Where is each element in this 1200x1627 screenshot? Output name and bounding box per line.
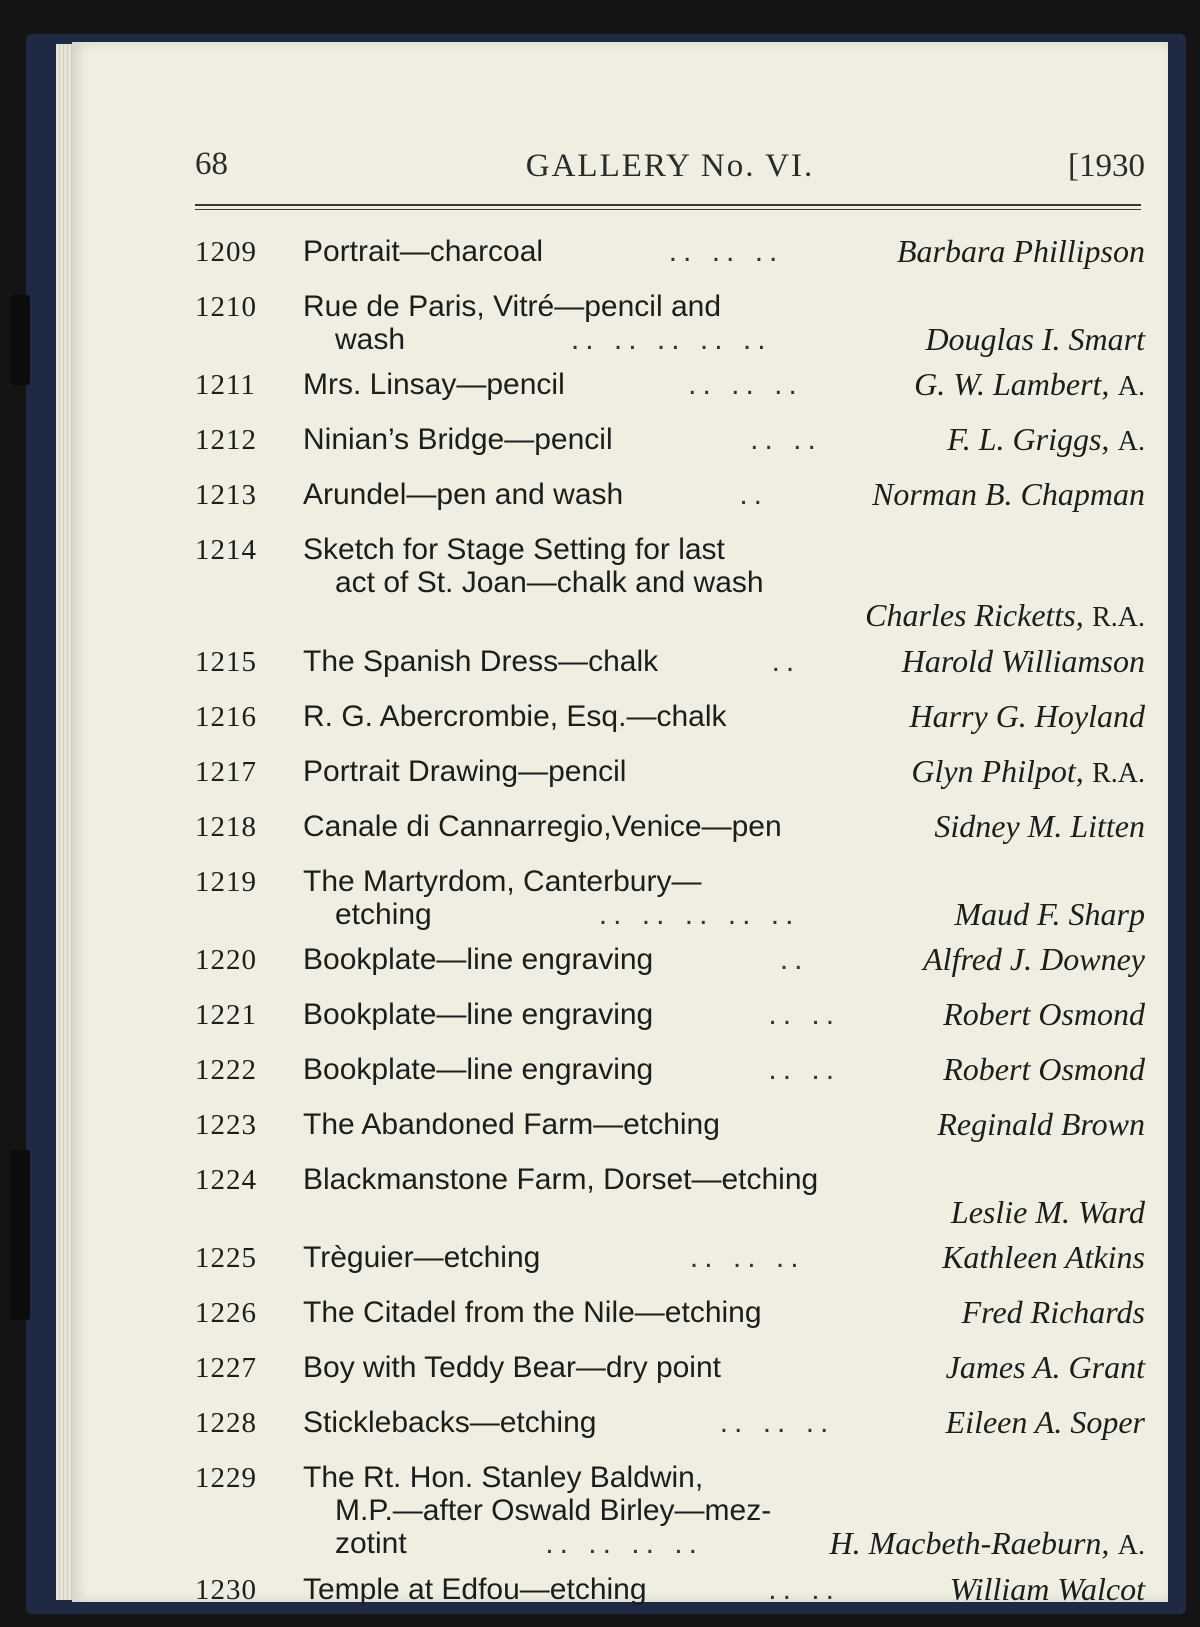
entry-number: 1224 [195, 1164, 257, 1196]
catalogue-entry [195, 695, 1145, 750]
entry-title: Portrait—charcoal [303, 235, 544, 268]
entry-title: Bookplate—line engraving [303, 943, 654, 976]
artist-name: Maud F. Sharp [954, 896, 1145, 932]
header-rule [195, 204, 1141, 206]
leader-dots: .. .. [768, 1573, 840, 1606]
entry-number: 1225 [195, 1242, 257, 1274]
leader-dots: .. .. [768, 1053, 841, 1086]
entry-number: 1209 [195, 236, 257, 268]
entry-number: 1218 [195, 811, 257, 843]
entry-number: 1222 [195, 1054, 257, 1086]
entry-title: Ninian’s Bridge—pencil [303, 423, 613, 456]
entry-number: 1211 [195, 369, 256, 401]
entry-title: etching [335, 898, 432, 931]
artist-name: Kathleen Atkins [942, 1239, 1145, 1275]
entry-number: 1214 [195, 534, 257, 566]
entry-number: 1229 [195, 1462, 257, 1494]
catalogue-entry [195, 1048, 1145, 1103]
catalogue-entry [195, 938, 1145, 993]
leader-dots: .. .. .. [688, 368, 803, 401]
artist-name: G. W. Lambert, [914, 366, 1110, 402]
catalogue-entry [195, 285, 1145, 363]
entry-title: Sketch for Stage Setting for last [303, 533, 725, 566]
entry-number: 1226 [195, 1297, 257, 1329]
entry-title: Portrait Drawing—pencil [303, 755, 627, 788]
catalogue-entries [195, 230, 1145, 1623]
entry-title: Temple at Edfou—etching [303, 1573, 647, 1606]
catalogue-entry [195, 860, 1145, 938]
artist-name: William Walcot [949, 1571, 1145, 1607]
artist-name: Barbara Phillipson [896, 233, 1145, 269]
artist-name: Harold Williamson [901, 643, 1145, 679]
header-rule [195, 209, 1141, 210]
leader-dots: .. .. .. .. .. [598, 898, 800, 931]
entry-number: 1230 [195, 1574, 257, 1606]
entry-number: 1216 [195, 701, 257, 733]
entry-title: Bookplate—line engraving [303, 998, 654, 1031]
catalogue-entry [195, 1103, 1145, 1158]
entry-title: Bookplate—line engraving [303, 1053, 654, 1086]
entry-title: Canale di Cannarregio,Venice—pen [303, 810, 782, 843]
artist-name: H. Macbeth-Raeburn, [829, 1525, 1110, 1561]
artist-name: Eileen A. Soper [945, 1404, 1145, 1440]
artist-name: Reginald Brown [937, 1106, 1145, 1142]
artist-name: F. L. Griggs, [947, 421, 1110, 457]
entry-title: The Citadel from the Nile—etching [303, 1296, 762, 1329]
leader-dots: .. .. .. [689, 1241, 805, 1274]
artist-name: Glyn Philpot, [911, 753, 1084, 789]
leader-dots: .. .. [750, 423, 822, 456]
entry-title: act of St. Joan—chalk and wash [335, 566, 764, 599]
catalogue-entry [195, 1291, 1145, 1346]
entry-title: The Rt. Hon. Stanley Baldwin, [303, 1461, 704, 1494]
artist-honour: R.A. [1092, 758, 1145, 789]
artist-name: James A. Grant [945, 1349, 1145, 1385]
page-number: 68 [195, 146, 228, 182]
entry-title: Arundel—pen and wash [303, 478, 624, 511]
artist-honour: A. [1117, 426, 1145, 457]
artist-name: Leslie M. Ward [950, 1194, 1145, 1230]
year-label: [1930 [1068, 148, 1145, 184]
leader-dots: .. .. .. [719, 1406, 835, 1439]
binding-clip [10, 295, 30, 385]
entry-title: Mrs. Linsay—pencil [303, 368, 565, 401]
entry-title: The Spanish Dress—chalk [303, 645, 659, 678]
artist-honour: R.A. [1092, 602, 1145, 633]
catalogue-entry [195, 363, 1145, 418]
entry-number: 1213 [195, 479, 257, 511]
artist-honour: A. [1117, 1530, 1145, 1561]
catalogue-entry [195, 993, 1145, 1048]
catalogue-entry [195, 640, 1145, 695]
artist-name: Harry G. Hoyland [909, 698, 1145, 734]
leader-dots: .. [771, 645, 801, 678]
entry-title: Blackmanstone Farm, Dorset—etching [303, 1163, 819, 1196]
artist-name: Douglas I. Smart [925, 321, 1145, 357]
catalogue-entry [195, 1346, 1145, 1401]
entry-number: 1227 [195, 1352, 257, 1384]
artist-name: Sidney M. Litten [934, 808, 1145, 844]
binding-clip [10, 1150, 30, 1320]
leader-dots: .. [739, 478, 768, 511]
artist-name: Fred Richards [961, 1294, 1145, 1330]
entry-number: 1212 [195, 424, 257, 456]
leader-dots: .. .. .. .. [545, 1527, 703, 1560]
entry-title: Trèguier—etching [303, 1241, 541, 1274]
artist-name: Robert Osmond [943, 1051, 1145, 1087]
catalogue-entry [195, 418, 1145, 473]
artist-name: Charles Ricketts, [865, 597, 1084, 633]
artist-name: Norman B. Chapman [872, 476, 1145, 512]
entry-number: 1221 [195, 999, 257, 1031]
artist-name: Robert Osmond [943, 996, 1145, 1032]
catalogue-entry [195, 473, 1145, 528]
entry-title: zotint [335, 1527, 407, 1560]
entry-title: R. G. Abercrombie, Esq.—chalk [303, 700, 727, 733]
leader-dots: .. .. [768, 998, 841, 1031]
catalogue-entry [195, 1236, 1145, 1291]
entry-number: 1228 [195, 1407, 257, 1439]
entry-number: 1223 [195, 1109, 257, 1141]
entry-title: Rue de Paris, Vitré—pencil and [303, 290, 722, 323]
catalogue-entry [195, 1456, 1145, 1568]
entry-title: The Abandoned Farm—etching [303, 1108, 720, 1141]
leader-dots: .. [779, 943, 809, 976]
page-header [195, 142, 1145, 194]
catalogue-entry [195, 230, 1145, 285]
entry-number: 1220 [195, 944, 257, 976]
entry-number: 1219 [195, 866, 257, 898]
leader-dots: .. .. .. .. .. [570, 323, 772, 356]
entry-number: 1217 [195, 756, 257, 788]
entry-number: 1215 [195, 646, 257, 678]
leader-dots: .. .. .. [668, 235, 784, 268]
artist-honour: A. [1117, 371, 1145, 402]
catalogue-entry [195, 805, 1145, 860]
entry-title: Boy with Teddy Bear—dry point [303, 1351, 721, 1384]
catalogue-entry [195, 1568, 1145, 1623]
running-title: GALLERY No. VI. [525, 148, 815, 184]
catalogue-entry [195, 750, 1145, 805]
artist-name: Alfred J. Downey [923, 941, 1145, 977]
entry-title: The Martyrdom, Canterbury— [303, 865, 702, 898]
entry-title: Sticklebacks—etching [303, 1406, 597, 1439]
catalogue-entry [195, 528, 1145, 640]
entry-title: wash [335, 323, 406, 356]
entry-number: 1210 [195, 291, 257, 323]
entry-title: M.P.—after Oswald Birley—mez- [335, 1494, 772, 1527]
catalogue-entry [195, 1401, 1145, 1456]
catalogue-entry [195, 1158, 1145, 1236]
